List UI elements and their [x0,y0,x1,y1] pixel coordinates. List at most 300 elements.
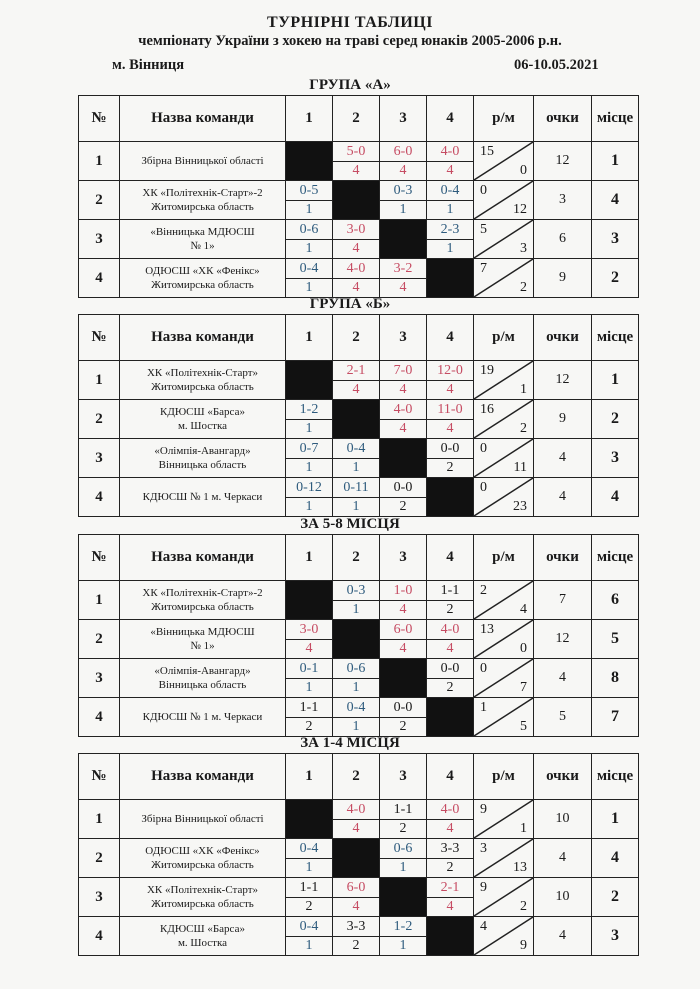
match-score: 0-4 [286,259,332,279]
header-col-3: 3 [380,315,427,361]
match-points: 4 [352,821,360,836]
team-name [120,439,286,478]
goal-difference-cell [474,620,534,659]
header-goals: р/м [474,96,534,142]
match-points: 4 [399,280,407,295]
match-points: 2 [399,719,407,734]
team-points: 4 [534,839,592,878]
goal-difference-cell [474,917,534,956]
goals-against: 12 [513,202,527,217]
match-points: 4 [399,602,407,617]
table-row [79,659,639,698]
match-points: 1 [305,202,313,217]
goal-difference-cell [474,659,534,698]
match-points: 1 [446,202,454,217]
match-score: 4-0 [427,800,473,820]
match-score: 0-4 [333,698,379,718]
team-points: 12 [534,620,592,659]
goals-against: 7 [520,680,527,695]
team-points: 10 [534,878,592,917]
team-name-line-2: Житомирська область [151,279,254,291]
match-points: 1 [399,202,407,217]
row-number: 4 [79,259,120,298]
row-number: 2 [79,181,120,220]
header-team-name: Назва команди [120,535,286,581]
standings-table [78,753,639,956]
match-points: 1 [446,241,454,256]
team-name-line-1: КДЮСШ «Барса» [160,923,245,935]
row-number: 3 [79,439,120,478]
match-points: 1 [399,938,407,953]
row-number: 3 [79,878,120,917]
goals-for: 0 [480,480,487,495]
match-points: 2 [305,899,313,914]
header-goals: р/м [474,315,534,361]
match-points: 4 [446,821,454,836]
match-cell-c4 [427,400,474,439]
team-name [120,620,286,659]
team-place: 4 [592,839,639,878]
match-cell-c2 [333,259,380,298]
match-score: 1-1 [427,581,473,601]
match-score: 3-2 [380,259,426,279]
header-col-1: 1 [286,315,333,361]
match-points: 4 [446,899,454,914]
row-number: 3 [79,659,120,698]
goal-difference-cell [474,181,534,220]
team-points: 9 [534,259,592,298]
team-place: 3 [592,917,639,956]
match-score: 0-6 [286,220,332,240]
match-score: 2-3 [427,220,473,240]
goals-for: 5 [480,222,487,237]
match-points: 1 [305,860,313,875]
team-name [120,581,286,620]
match-points: 2 [352,938,360,953]
match-score: 0-4 [427,181,473,201]
match-points: 2 [446,860,454,875]
table-row [79,400,639,439]
standings-table [78,534,639,737]
team-place: 2 [592,259,639,298]
team-name-line-1: КДЮСШ «Барса» [160,406,245,418]
match-points: 1 [352,460,360,475]
match-cell-c2 [333,220,380,259]
match-cell-c1 [286,400,333,439]
group-heading: ГРУПА «Б» [309,296,391,312]
match-cell-c2 [333,478,380,517]
team-place: 3 [592,220,639,259]
header-col-3: 3 [380,535,427,581]
self-match-black-cell [427,917,474,956]
match-score: 0-7 [286,439,332,459]
match-cell-c4 [427,620,474,659]
match-cell-c1 [286,917,333,956]
goals-for: 9 [480,802,487,817]
header-col-1: 1 [286,754,333,800]
team-name-line-1: «Вінницька МДЮСШ [150,226,255,238]
match-points: 1 [352,499,360,514]
table-row [79,478,639,517]
table-row [79,581,639,620]
match-cell-c2 [333,800,380,839]
header-points: очки [534,535,592,581]
match-score: 6-0 [333,878,379,898]
match-score: 2-1 [427,878,473,898]
match-cell-c1 [286,478,333,517]
match-score: 0-6 [380,839,426,859]
header-team-name: Назва команди [120,754,286,800]
match-points: 4 [446,163,454,178]
goals-against: 3 [520,241,527,256]
goals-against: 0 [520,641,527,656]
team-place: 7 [592,698,639,737]
match-score: 4-0 [380,400,426,420]
match-cell-c1 [286,439,333,478]
match-points: 4 [399,382,407,397]
team-name-line-2: Вінницька область [158,679,247,691]
row-number: 4 [79,698,120,737]
match-score: 0-0 [427,659,473,679]
table-row [79,878,639,917]
self-match-black-cell [286,800,333,839]
match-points: 2 [446,460,454,475]
team-place: 3 [592,439,639,478]
header-col-4: 4 [427,96,474,142]
team-name-line-2: № 1» [190,240,215,252]
match-cell-c3 [380,581,427,620]
header-col-4: 4 [427,754,474,800]
match-points: 4 [352,899,360,914]
match-points: 1 [399,860,407,875]
goal-difference-cell [474,800,534,839]
header-team-name: Назва команди [120,96,286,142]
match-cell-c1 [286,259,333,298]
match-cell-c2 [333,439,380,478]
match-score: 0-4 [286,839,332,859]
match-cell-c4 [427,800,474,839]
match-score: 0-11 [333,478,379,498]
self-match-black-cell [286,581,333,620]
match-score: 1-2 [380,917,426,937]
goals-against: 2 [520,280,527,295]
match-points: 1 [305,680,313,695]
goal-difference-cell [474,220,534,259]
team-name-line-1: ХК «Політехнік-Старт»-2 [142,587,263,599]
match-points: 2 [446,602,454,617]
match-cell-c2 [333,581,380,620]
team-points: 5 [534,698,592,737]
team-points: 4 [534,659,592,698]
header-place: місце [592,315,639,361]
match-score: 4-0 [427,142,473,162]
match-cell-c2 [333,361,380,400]
team-name-line-2: Житомирська область [151,381,254,393]
self-match-black-cell [333,620,380,659]
goal-difference-cell [474,142,534,181]
self-match-black-cell [427,698,474,737]
team-place: 2 [592,878,639,917]
header-points: очки [534,315,592,361]
match-cell-c4 [427,581,474,620]
match-score: 0-1 [286,659,332,679]
goals-against: 11 [513,460,527,475]
match-score: 6-0 [380,620,426,640]
table-row [79,361,639,400]
match-cell-c4 [427,142,474,181]
match-cell-c2 [333,659,380,698]
goals-for: 3 [480,841,487,856]
match-cell-c1 [286,839,333,878]
goals-for: 16 [480,402,494,417]
table-header-row [79,315,639,361]
match-cell-c3 [380,800,427,839]
team-name-line-1: КДЮСШ № 1 м. Черкаси [142,491,263,503]
match-cell-c3 [380,478,427,517]
team-place: 5 [592,620,639,659]
match-points: 1 [352,719,360,734]
match-score: 11-0 [427,400,473,420]
self-match-black-cell [427,259,474,298]
row-number: 4 [79,917,120,956]
match-points: 1 [305,938,313,953]
match-points: 4 [399,641,407,656]
match-score: 0-0 [427,439,473,459]
team-place: 4 [592,181,639,220]
team-name [120,181,286,220]
header-points: очки [534,96,592,142]
match-cell-c3 [380,917,427,956]
team-name-line-1: Збірна Вінницької області [141,813,264,825]
goals-for: 7 [480,261,487,276]
match-score: 3-0 [286,620,332,640]
team-name [120,478,286,517]
team-name [120,400,286,439]
header-col-2: 2 [333,754,380,800]
team-name-line-1: «Олімпія-Авангард» [154,665,251,677]
team-points: 4 [534,439,592,478]
match-score: 3-3 [333,917,379,937]
goals-for: 15 [480,144,494,159]
table-row [79,259,639,298]
header-number: № [79,96,120,142]
self-match-black-cell [333,839,380,878]
team-name [120,917,286,956]
match-points: 1 [305,460,313,475]
match-cell-c1 [286,220,333,259]
self-match-black-cell [380,439,427,478]
match-score: 1-0 [380,581,426,601]
match-score: 4-0 [333,800,379,820]
table-row [79,839,639,878]
team-name-line-1: Збірна Вінницької області [141,155,264,167]
match-cell-c1 [286,181,333,220]
match-points: 2 [446,680,454,695]
match-points: 2 [399,821,407,836]
match-points: 4 [446,641,454,656]
match-points: 1 [305,241,313,256]
row-number: 2 [79,620,120,659]
team-name [120,142,286,181]
goals-for: 2 [480,583,487,598]
match-cell-c3 [380,698,427,737]
table-row [79,181,639,220]
self-match-black-cell [286,361,333,400]
match-score: 7-0 [380,361,426,381]
table-header-row [79,535,639,581]
match-score: 0-4 [333,439,379,459]
match-points: 4 [446,382,454,397]
row-number: 1 [79,361,120,400]
match-points: 4 [352,382,360,397]
goals-for: 0 [480,661,487,676]
row-number: 1 [79,800,120,839]
match-points: 2 [399,499,407,514]
goals-for: 0 [480,441,487,456]
match-points: 1 [305,499,313,514]
match-cell-c4 [427,659,474,698]
match-points: 4 [352,241,360,256]
goals-against: 23 [513,499,527,514]
team-place: 6 [592,581,639,620]
match-cell-c4 [427,439,474,478]
team-place: 1 [592,800,639,839]
team-name [120,220,286,259]
match-score: 0-3 [333,581,379,601]
table-header-row [79,96,639,142]
match-cell-c3 [380,181,427,220]
match-score: 1-1 [286,698,332,718]
team-place: 1 [592,142,639,181]
team-name-line-2: Житомирська область [151,898,254,910]
self-match-black-cell [333,181,380,220]
match-score: 1-2 [286,400,332,420]
match-cell-c4 [427,220,474,259]
match-score: 4-0 [333,259,379,279]
goal-difference-cell [474,400,534,439]
goal-difference-cell [474,698,534,737]
team-name [120,659,286,698]
header-team-name: Назва команди [120,315,286,361]
table-header-row [79,754,639,800]
goals-against: 2 [520,421,527,436]
table-row [79,800,639,839]
match-score: 0-4 [286,917,332,937]
header-col-3: 3 [380,754,427,800]
match-cell-c1 [286,878,333,917]
header-col-4: 4 [427,315,474,361]
team-name-line-2: Житомирська область [151,859,254,871]
document-subtitle: чемпіонату України з хокею на траві серед юнаків 2005-2006 р.н. [138,33,562,49]
match-cell-c3 [380,400,427,439]
row-number: 1 [79,142,120,181]
group-heading: ЗА 5-8 МІСЦЯ [300,516,400,532]
match-cell-c1 [286,698,333,737]
header-col-2: 2 [333,535,380,581]
match-score: 1-1 [380,800,426,820]
match-score: 6-0 [380,142,426,162]
row-number: 4 [79,478,120,517]
match-cell-c3 [380,142,427,181]
match-cell-c3 [380,620,427,659]
team-name-line-1: ХК «Політехнік-Старт» [146,367,259,379]
goals-for: 1 [480,700,487,715]
goals-against: 0 [520,163,527,178]
team-name [120,839,286,878]
self-match-black-cell [427,478,474,517]
row-number: 2 [79,400,120,439]
table-row [79,142,639,181]
header-place: місце [592,754,639,800]
team-name-line-2: Житомирська область [151,601,254,613]
match-points: 4 [399,421,407,436]
match-cell-c3 [380,839,427,878]
team-points: 6 [534,220,592,259]
standings-table [78,314,639,517]
match-cell-c4 [427,878,474,917]
team-name-line-2: Житомирська область [151,201,254,213]
team-name-line-2: м. Шостка [177,420,228,432]
group-heading: ЗА 1-4 МІСЦЯ [300,735,400,751]
team-points: 3 [534,181,592,220]
team-name-line-1: «Вінницька МДЮСШ [150,626,255,638]
document-title: ТУРНІРНІ ТАБЛИЦІ [267,14,433,31]
team-points: 12 [534,142,592,181]
match-cell-c3 [380,259,427,298]
team-name-line-1: ХК «Політехнік-Старт» [146,884,259,896]
goals-for: 9 [480,880,487,895]
header-place: місце [592,96,639,142]
match-cell-c4 [427,361,474,400]
row-number: 2 [79,839,120,878]
team-name-line-2: № 1» [190,640,215,652]
match-cell-c2 [333,917,380,956]
team-name-line-2: Вінницька область [158,459,247,471]
self-match-black-cell [380,878,427,917]
match-points: 1 [352,602,360,617]
goals-against: 1 [520,821,527,836]
table-row [79,917,639,956]
match-points: 4 [352,163,360,178]
match-score: 1-1 [286,878,332,898]
header-place: місце [592,535,639,581]
match-score: 12-0 [427,361,473,381]
table-row [79,620,639,659]
team-name-line-1: «Олімпія-Авангард» [154,445,251,457]
goals-against: 5 [520,719,527,734]
match-points: 4 [305,641,313,656]
match-cell-c2 [333,698,380,737]
header-points: очки [534,754,592,800]
team-points: 10 [534,800,592,839]
goals-for: 4 [480,919,487,934]
self-match-black-cell [286,142,333,181]
goals-for: 0 [480,183,487,198]
team-place: 4 [592,478,639,517]
team-name [120,259,286,298]
goals-against: 4 [520,602,527,617]
header-col-1: 1 [286,535,333,581]
team-name [120,800,286,839]
match-score: 4-0 [427,620,473,640]
match-points: 4 [399,163,407,178]
match-points: 4 [446,421,454,436]
header-col-4: 4 [427,535,474,581]
match-score: 0-3 [380,181,426,201]
match-score: 5-0 [333,142,379,162]
match-cell-c2 [333,142,380,181]
goal-difference-cell [474,878,534,917]
